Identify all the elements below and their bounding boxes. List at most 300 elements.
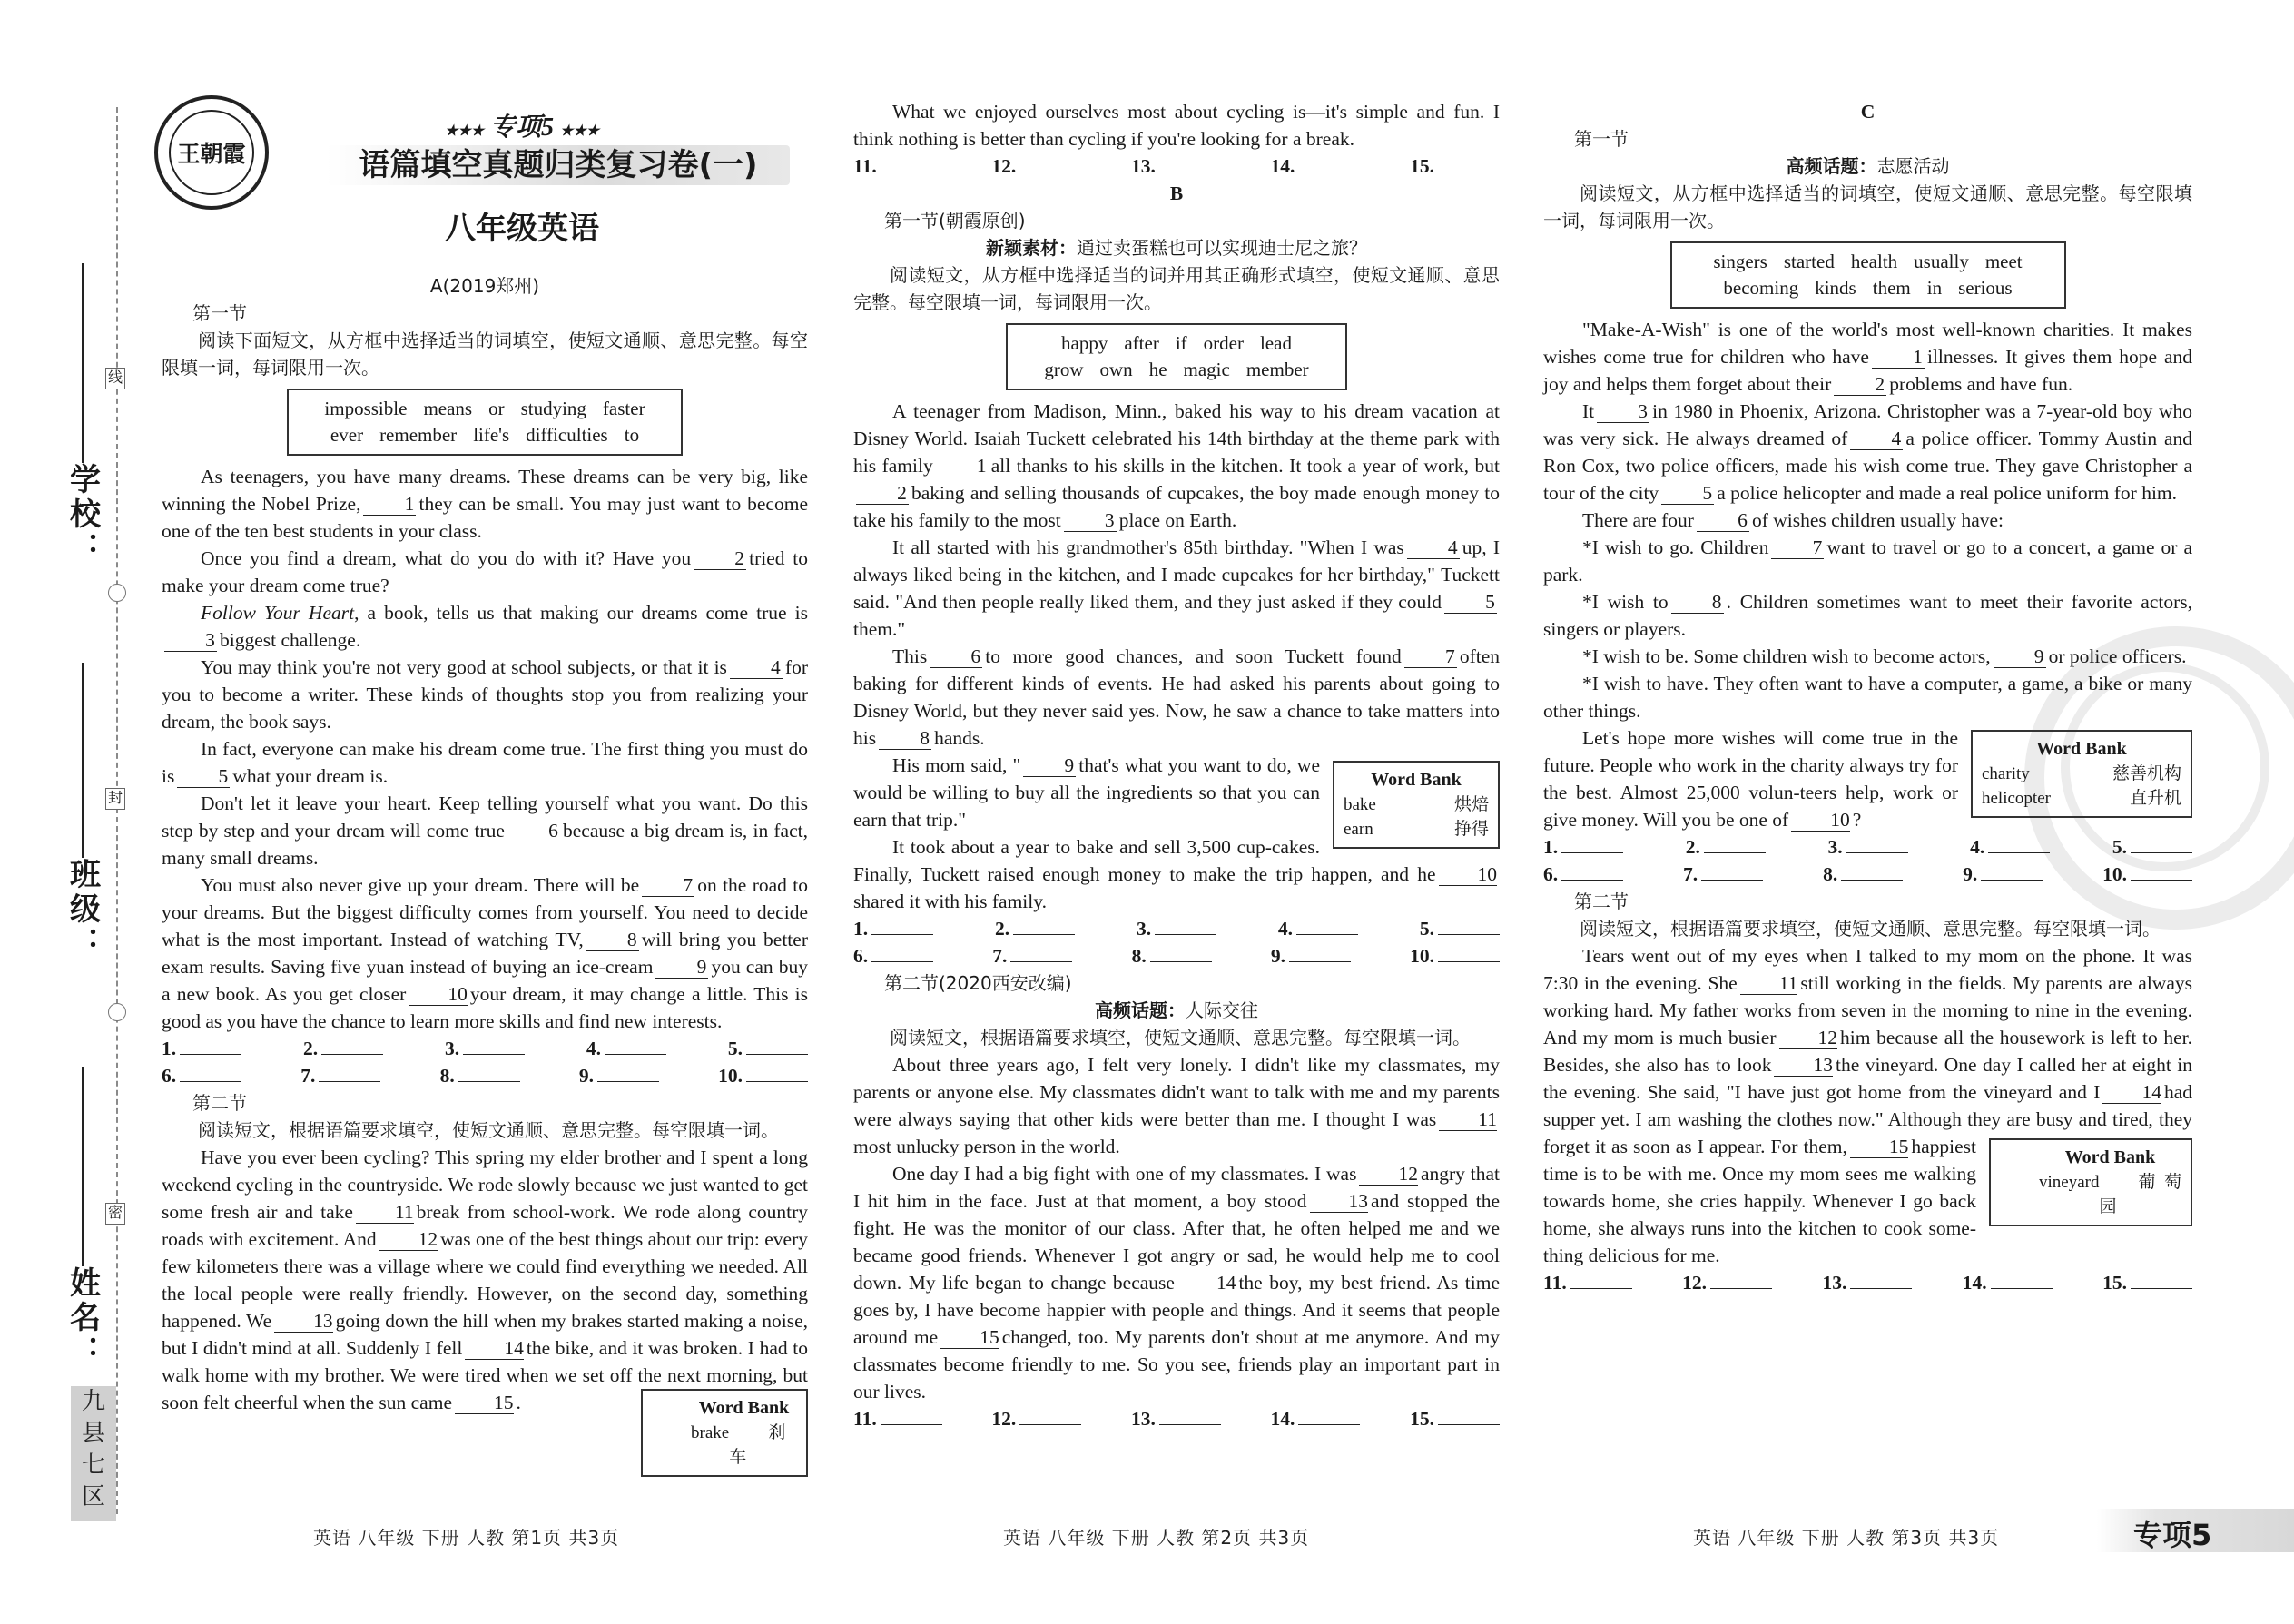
word-option: serious (1958, 277, 2013, 299)
answer-number: 3. (444, 1038, 460, 1059)
answer-slot[interactable] (1278, 915, 1358, 942)
answer-slot[interactable] (1970, 833, 2050, 861)
answer-slot[interactable] (728, 1035, 808, 1062)
answer-number: 11. (1543, 1272, 1567, 1294)
text: This (892, 645, 928, 667)
answer-number: 12. (991, 1408, 1017, 1430)
answer-number: 9. (578, 1065, 594, 1087)
answer-slot[interactable] (2112, 833, 2192, 861)
blank[interactable]: 14 (2102, 1081, 2161, 1104)
answer-number: 6. (1543, 863, 1559, 885)
blank[interactable]: 9 (1023, 754, 1076, 777)
word-option: impossible (324, 398, 408, 419)
answer-line[interactable] (2131, 861, 2192, 881)
text: up, I always liked being in the kitchen, and I made cupcakes for her birthday," Tuckett said. "And then people really liked them, and they just asked if they could (853, 536, 1500, 613)
paragraph (162, 735, 808, 790)
text: want to travel or go to a concert, a game or a park. (1543, 536, 2192, 586)
topic-line (1543, 153, 2192, 180)
answer-number: 3. (1827, 836, 1843, 858)
word-option: difficulties (526, 424, 608, 446)
blank[interactable]: 1 (1872, 346, 1925, 369)
answer-line[interactable] (1155, 916, 1216, 935)
answer-number: 6. (853, 945, 869, 967)
blank[interactable]: 8 (586, 929, 639, 951)
word-option: if (1175, 332, 1187, 354)
answer-line[interactable] (746, 1036, 808, 1055)
answer-line[interactable] (1561, 861, 1623, 881)
answer-slot[interactable] (1682, 1269, 1772, 1296)
text: on the road to your dreams. But the biggest difficulty comes from yourself. You need to decide what is the most important. Instead of watching TV, (162, 874, 808, 950)
answer-line[interactable] (1296, 916, 1358, 935)
answer-number: 15. (2102, 1272, 2127, 1294)
answer-number: 4. (1277, 918, 1294, 940)
answer-line[interactable] (871, 916, 933, 935)
answer-number: 13. (1130, 155, 1156, 177)
word-option: health (1850, 251, 1898, 272)
blank[interactable]: 1 (363, 493, 416, 516)
name-line[interactable] (82, 1067, 84, 1266)
answer-slot[interactable] (1271, 153, 1361, 180)
text: was one of the best things about our trip: every few kilometers there was a village where we could find everything we needed. All the local people were really friendly. However, on the second day, something happened. We (162, 1228, 808, 1332)
paragraph (1543, 588, 2192, 643)
answer-line[interactable] (871, 943, 933, 962)
paragraph (1543, 534, 2192, 588)
blank[interactable]: 2 (694, 547, 746, 570)
answer-slot[interactable] (300, 1062, 380, 1089)
answer-number: 7. (300, 1065, 316, 1087)
answer-row (853, 942, 1500, 969)
word-option: remember (379, 424, 458, 446)
text: baking and selling thousands of cupcakes, the boy made enough money to take his family to the most (853, 482, 1500, 531)
text: shared it with his family. (853, 891, 1047, 912)
blank[interactable]: 11 (1439, 1108, 1497, 1131)
text: angry that I hit him in the face. Just at that moment, a boy stood (853, 1163, 1500, 1212)
word-option: after (1124, 332, 1159, 354)
paragraph (853, 398, 1500, 534)
word-option: singers (1713, 251, 1767, 272)
answer-line[interactable] (1850, 1270, 1912, 1289)
answer-number: 2. (994, 918, 1010, 940)
answer-slot[interactable] (303, 1035, 383, 1062)
binding-mark-line: 线 (105, 368, 125, 389)
part-heading: 第二节 (192, 1092, 247, 1114)
answer-slot[interactable] (1271, 1405, 1361, 1432)
answer-number: 8. (1823, 863, 1838, 885)
text: the boy, my best friend. As time goes by, I have become happier with people and things. And it seems that people around me (853, 1272, 1500, 1348)
answer-line[interactable] (1988, 834, 2050, 853)
answer-line[interactable] (321, 1036, 383, 1055)
answer-number: 1. (1543, 836, 1559, 858)
blank[interactable]: 14 (1177, 1272, 1236, 1294)
answer-slot[interactable] (718, 1062, 808, 1089)
text: ? (1852, 809, 1862, 831)
answer-slot[interactable] (1543, 1269, 1632, 1296)
text: It took about a year to bake and sell 3,500 cup-cakes. Finally, Tuckett raised enough money to make the trip happen, and he (853, 836, 1436, 885)
answer-line[interactable] (319, 1063, 380, 1082)
text: place on Earth. (1118, 509, 1237, 531)
word-bank-word: brake (691, 1423, 730, 1442)
blank[interactable]: 4 (730, 656, 783, 679)
word-bank-title: Word Bank (1371, 770, 1462, 790)
school-line[interactable] (82, 263, 84, 463)
part-heading: 第一节 (192, 302, 247, 324)
text: a police helicopter and made a real police uniform for him. (1717, 482, 2178, 504)
text: It all started with his grandmother's 85th birthday. "When I was (892, 536, 1404, 558)
text: you can buy a new book. As you get closer (162, 956, 808, 1005)
blank[interactable]: 9 (655, 956, 708, 979)
word-bank-title: Word Bank (2064, 1147, 2156, 1167)
school-field[interactable] (60, 263, 105, 566)
answer-slot[interactable] (2102, 1269, 2192, 1296)
blank[interactable]: 6 (930, 645, 982, 668)
text: had supper yet. I am washing the clothes now." Although they are busy and tired, they forget it as soon as I appear. For them, (1543, 1081, 2192, 1157)
answer-line[interactable] (1570, 1270, 1632, 1289)
text: hands. (934, 727, 985, 749)
blank[interactable]: 13 (1774, 1054, 1833, 1077)
column-3 (1543, 98, 2192, 1296)
answer-number: 3. (1136, 918, 1152, 940)
answer-slot[interactable] (162, 1062, 241, 1089)
answer-line[interactable] (2131, 834, 2192, 853)
word-option: grow (1044, 359, 1084, 380)
answer-slot[interactable] (1686, 833, 1766, 861)
answer-line[interactable] (1010, 943, 1072, 962)
answer-line[interactable] (1289, 943, 1351, 962)
text: *I wish to (1582, 591, 1669, 613)
paragraph (853, 534, 1500, 643)
blank[interactable]: 14 (465, 1337, 524, 1360)
blank[interactable]: 13 (274, 1310, 333, 1333)
topic-text: 人际交往 (1186, 999, 1258, 1021)
answer-slot[interactable] (1131, 1405, 1221, 1432)
word-bank-meaning: 直升机 (2129, 789, 2181, 808)
text: A teenager from Madison, Minn., baked his way to his dream vacation at Disney World. Isaiah Tuckett celebrated his 14th birthday at the theme park with his family (853, 400, 1500, 477)
answer-slot[interactable] (853, 1405, 942, 1432)
answer-line[interactable] (1150, 943, 1212, 962)
text: . (516, 1392, 521, 1413)
class-field[interactable] (60, 663, 105, 961)
answer-slot[interactable] (445, 1035, 525, 1062)
word-option: order (1203, 332, 1244, 354)
text: break from school-work. We rode along country roads with excitement. And (162, 1201, 809, 1250)
answer-line[interactable] (605, 1036, 666, 1055)
answer-line[interactable] (1438, 1406, 1500, 1425)
answer-line[interactable] (1298, 1406, 1360, 1425)
answer-line[interactable] (1710, 1270, 1772, 1289)
word-option: happy (1061, 332, 1108, 354)
answer-number: 4. (1970, 836, 1985, 858)
answer-line[interactable] (1991, 1270, 2053, 1289)
blank[interactable]: 7 (642, 874, 694, 897)
answer-slot[interactable] (2102, 861, 2192, 888)
blank[interactable]: 5 (177, 765, 230, 788)
brand-logo (154, 95, 269, 210)
answer-line[interactable] (1019, 1406, 1081, 1425)
answer-line[interactable] (1846, 834, 1908, 853)
answer-line[interactable] (1019, 153, 1081, 172)
brand-logo-text: 王朝霞 (169, 110, 254, 195)
star-icon: ★★★ (560, 123, 600, 139)
text: Once you find a dream, what do you do with it? Have you (201, 547, 692, 569)
answer-number: 4. (586, 1038, 602, 1059)
answer-line[interactable] (1159, 153, 1221, 172)
text: still working in the fields. My parents are always working hard. My father works from seven in the morning to nine in the evening. And my mom is much busier (1543, 972, 2192, 1048)
answer-slot[interactable] (579, 1062, 659, 1089)
answer-row (1543, 833, 2192, 861)
answer-line[interactable] (463, 1036, 525, 1055)
word-option: kinds (1815, 277, 1856, 299)
answer-line[interactable] (1298, 153, 1360, 172)
word-option: them (1872, 277, 1911, 299)
word-option: to (624, 424, 640, 446)
answer-slot[interactable] (162, 1035, 241, 1062)
answer-number: 15. (1410, 1408, 1434, 1430)
answer-slot[interactable] (586, 1035, 666, 1062)
answer-slot[interactable] (1132, 942, 1212, 969)
answer-slot[interactable] (1137, 915, 1216, 942)
blank[interactable]: 2 (1834, 373, 1886, 396)
blank[interactable]: 6 (1697, 509, 1749, 532)
paragraph (853, 643, 1500, 752)
text: . Children sometimes want to meet their favorite actors, singers or players. (1543, 591, 2193, 640)
answer-row (853, 153, 1500, 180)
answer-line[interactable] (1159, 1406, 1221, 1425)
answer-slot[interactable] (853, 942, 933, 969)
paragraph (853, 1051, 1500, 1160)
blank[interactable]: 12 (1359, 1163, 1418, 1186)
text: your dream, it may change a little. This is good as you have the chance to learn more skills and find new interests. (162, 983, 808, 1032)
topic-text: 通过卖蛋糕也可以实现迪士尼之旅？ (1077, 237, 1367, 259)
word-option: own (1099, 359, 1133, 380)
blank[interactable]: 4 (1850, 428, 1903, 450)
answer-row (1543, 1269, 2192, 1296)
text: the vineyard. One day I called her at eight in the evening. She said, "I have just got home from the vineyard and I (1543, 1054, 2192, 1103)
blank[interactable]: 3 (164, 629, 217, 652)
blank[interactable]: 15 (1850, 1136, 1909, 1158)
instructions: 阅读短文，根据语篇要求填空，使短文通顺、意思完整。每空限填一词。 (890, 1027, 1471, 1048)
paragraph: What we enjoyed ourselves most about cycling is—it's simple and fun. I think nothing is better than cycling if you're looking for a break. (853, 101, 1500, 150)
instructions: 阅读短文，从方框中选择适当的词填空，使短文通顺、意思完整。每空限填一词，每词限用一次。 (1543, 182, 2192, 231)
text: them." (853, 618, 906, 640)
paragraph (162, 790, 808, 871)
class-label: 班级： (64, 858, 101, 961)
word-option: he (1148, 359, 1167, 380)
blank[interactable]: 10 (409, 983, 468, 1006)
answer-slot[interactable] (1822, 1269, 1912, 1296)
book-title: Follow Your Heart (201, 602, 355, 624)
answer-number: 8. (439, 1065, 455, 1087)
blank[interactable]: 12 (379, 1228, 438, 1251)
class-line[interactable] (82, 663, 84, 858)
answer-slot[interactable] (853, 915, 933, 942)
blank[interactable]: 7 (1404, 645, 1457, 668)
text: the bike, and it was broken. I had to walk home with my brother. We were tired when we set off the next morning, but soon felt cheerful when the sun came (162, 1337, 808, 1413)
instructions: 阅读短文，从方框中选择适当的词并用其正确形式填空，使短文通顺、意思完整。每空限填一词，每词限用一次。 (853, 264, 1500, 313)
answer-slot[interactable] (991, 1405, 1081, 1432)
answer-slot[interactable] (853, 153, 942, 180)
answer-line[interactable] (180, 1063, 241, 1082)
name-field[interactable] (60, 1067, 105, 1370)
blank[interactable]: 8 (1671, 591, 1724, 614)
word-option: in (1926, 277, 1943, 299)
paragraph (1543, 942, 2192, 1269)
answer-slot[interactable] (1271, 942, 1351, 969)
column-1 (162, 272, 808, 1481)
answer-line[interactable] (1701, 861, 1763, 881)
word-option: meet (1984, 251, 2023, 272)
word-option: usually (1914, 251, 1969, 272)
answer-number: 11. (853, 155, 877, 177)
answer-number: 8. (1131, 945, 1147, 967)
column-2 (853, 98, 1500, 1432)
paragraph (162, 463, 808, 545)
answer-line[interactable] (1438, 943, 1500, 962)
answer-number: 11. (853, 1408, 877, 1430)
blank[interactable]: 5 (1444, 591, 1497, 614)
text: You must also never give up your dream. There will be (201, 874, 640, 896)
text: His mom said, " (892, 754, 1021, 776)
answer-number: 1. (162, 1038, 177, 1059)
blank[interactable]: 3 (1064, 509, 1117, 532)
answer-slot[interactable] (440, 1062, 520, 1089)
paragraph (162, 1144, 809, 1467)
word-bank-row (1982, 786, 2181, 811)
word-bank-title: Word Bank (2036, 739, 2127, 759)
word-bank-row (1344, 817, 1489, 842)
text: changed, too. My parents don't shout at me anymore. And my classmates become friendly to me. So you see, friends play an important part in our lives. (853, 1326, 1500, 1403)
answer-slot[interactable] (1683, 861, 1763, 888)
text: It (1582, 400, 1595, 422)
blank[interactable]: 10 (1791, 809, 1850, 832)
part-heading: 第一节(朝霞原创) (884, 210, 1026, 231)
series-badge (2097, 1509, 2294, 1552)
answer-slot[interactable] (1410, 1405, 1500, 1432)
answer-slot[interactable] (1963, 1269, 2053, 1296)
instructions: 阅读短文，根据语篇要求填空，使短文通顺、意思完整。每空限填一词。 (1580, 918, 2161, 940)
word-box (287, 389, 683, 456)
region-char: 七 (81, 1452, 105, 1479)
word-bank-meaning: 烘焙 (1453, 795, 1489, 814)
answer-slot[interactable] (1827, 833, 1907, 861)
part-heading: 第二节 (1574, 891, 1629, 912)
answer-line[interactable] (881, 1406, 942, 1425)
text: "Make-A-Wish" is one of the world's most well-known charities. It makes wishes come true for children who have (1543, 319, 2192, 368)
answer-line[interactable] (1841, 861, 1903, 881)
answer-number: 6. (162, 1065, 177, 1087)
answer-slot[interactable] (1410, 153, 1500, 180)
part-heading: 第一节 (1574, 128, 1629, 150)
section-c-heading: C (1860, 101, 1876, 123)
answer-line[interactable] (746, 1063, 808, 1082)
word-option: ever (330, 424, 364, 446)
blank[interactable]: 5 (1661, 482, 1714, 505)
answer-slot[interactable] (992, 942, 1072, 969)
blank[interactable]: 9 (1994, 645, 2046, 668)
answer-number: 5. (727, 1038, 743, 1059)
answer-slot[interactable] (1963, 861, 2043, 888)
answer-line[interactable] (180, 1036, 241, 1055)
answer-number: 15. (1410, 155, 1434, 177)
word-option: magic (1183, 359, 1230, 380)
answer-line[interactable] (458, 1063, 520, 1082)
answer-number: 10. (2102, 863, 2127, 885)
page-footer: 英语 八年级 下册 人教 第1页 共3页 (313, 1527, 620, 1549)
answer-line[interactable] (597, 1063, 659, 1082)
word-option: life's (473, 424, 510, 446)
paragraph (853, 1160, 1500, 1405)
text: illnesses. It gives them hope and joy and helps them forget about their (1543, 346, 2193, 395)
part-heading: 第二节(2020西安改编) (884, 972, 1072, 994)
answer-line[interactable] (1981, 861, 2043, 881)
answer-slot[interactable] (1543, 833, 1623, 861)
answer-slot[interactable] (1823, 861, 1903, 888)
text: to more good chances, and soon Tuckett found (985, 645, 1402, 667)
blank[interactable]: 6 (507, 820, 560, 842)
blank[interactable]: 11 (356, 1201, 414, 1224)
answer-line[interactable] (2131, 1270, 2192, 1289)
blank[interactable]: 4 (1407, 536, 1460, 559)
blank[interactable]: 13 (1310, 1190, 1369, 1213)
word-bank-row (1344, 792, 1489, 817)
word-option: lead (1259, 332, 1292, 354)
text: or police officers. (2048, 645, 2187, 667)
text: About three years ago, I felt very lonely. I didn't like my classmates, my parents or anyone else. My classmates didn't want to talk with me and my parents were always saying that other kids were better than me. I thought I was (853, 1054, 1500, 1130)
answer-slot[interactable] (991, 153, 1081, 180)
answer-slot[interactable] (1410, 942, 1500, 969)
blank[interactable]: 12 (1779, 1027, 1838, 1049)
blank[interactable]: 1 (936, 455, 989, 477)
text: happiest time is to be with me. Once my mom sees me walking towards home, she cries happily. Whenever I go back home, she always runs into the kitchen to cook some-thing delicious for me. (1543, 1136, 1976, 1266)
answer-number: 12. (1682, 1272, 1708, 1294)
answer-slot[interactable] (1420, 915, 1500, 942)
word-box (1006, 323, 1347, 390)
binding-mark-seal: 封 (105, 788, 125, 810)
answer-line[interactable] (1561, 834, 1623, 853)
blank[interactable]: 3 (1597, 400, 1649, 423)
paragraph (1543, 643, 2192, 670)
text: what your dream is. (232, 765, 389, 787)
blank[interactable]: 10 (1439, 863, 1498, 886)
answer-line[interactable] (1704, 834, 1766, 853)
blank[interactable]: 7 (1771, 536, 1824, 559)
paragraph (162, 654, 808, 735)
answer-line[interactable] (881, 153, 942, 172)
answer-number: 7. (1683, 863, 1698, 885)
answer-slot[interactable] (995, 915, 1075, 942)
answer-number: 9. (1270, 945, 1285, 967)
answer-slot[interactable] (1543, 861, 1623, 888)
binding-hole (108, 584, 126, 602)
blank[interactable]: 15 (940, 1326, 999, 1349)
text: *I wish to be. Some children wish to become actors, (1582, 645, 1991, 667)
answer-row (162, 1062, 808, 1089)
answer-line[interactable] (1013, 916, 1075, 935)
answer-row (162, 1035, 808, 1062)
answer-number: 14. (1962, 1272, 1987, 1294)
answer-slot[interactable] (1131, 153, 1221, 180)
answer-number: 7. (992, 945, 1008, 967)
blank[interactable]: 2 (856, 482, 909, 505)
blank[interactable]: 15 (455, 1392, 514, 1414)
text: they can be small. You may just want to become one of the ten best students in your class. (162, 493, 808, 542)
answer-line[interactable] (1438, 153, 1500, 172)
text: will bring you better exam results. Saving five yuan instead of buying an ice-cream (162, 929, 808, 978)
blank[interactable]: 8 (879, 727, 931, 750)
text: him because all the housework is left to her. Besides, she also has to look (1543, 1027, 2192, 1076)
blank[interactable]: 11 (1740, 972, 1798, 995)
word-bank-word: helicopter (1982, 789, 2051, 808)
answer-line[interactable] (1438, 916, 1500, 935)
